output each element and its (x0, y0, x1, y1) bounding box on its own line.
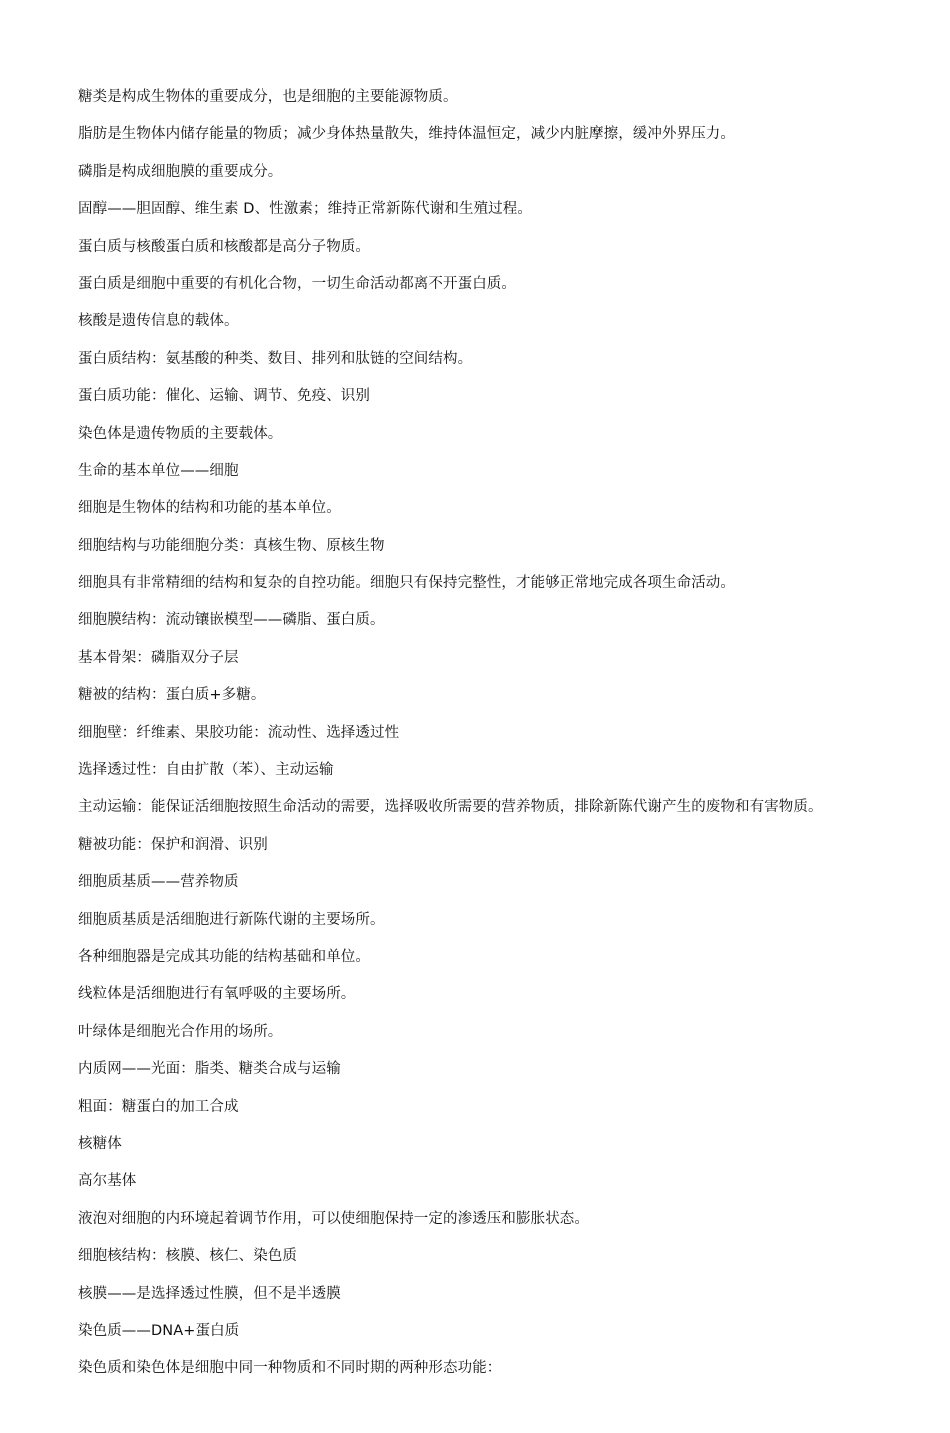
text-line: 核酸是遗传信息的载体。 (78, 313, 239, 330)
text-line: 细胞膜结构：流动镶嵌模型——磷脂、蛋白质。 (78, 612, 385, 629)
text-line: 粗面：糖蛋白的加工合成 (78, 1098, 239, 1115)
text-line: 细胞结构与功能细胞分类：真核生物、原核生物 (78, 537, 385, 554)
text-line: 主动运输：能保证活细胞按照生命活动的需要，选择吸收所需要的营养物质，排除新陈代谢产生的废物和有害物质。 (78, 799, 823, 816)
text-line: 核膜——是选择透过性膜，但不是半透膜 (78, 1285, 341, 1302)
text-line: 糖被功能：保护和润滑、识别 (78, 836, 268, 853)
text-line: 高尔基体 (78, 1173, 137, 1190)
text-line: 线粒体是活细胞进行有氧呼吸的主要场所。 (78, 986, 356, 1003)
text-line: 基本骨架：磷脂双分子层 (78, 649, 239, 666)
text-line: 细胞是生物体的结构和功能的基本单位。 (78, 500, 341, 517)
text-line: 选择透过性：自由扩散（苯）、主动运输 (78, 762, 334, 779)
text-line: 内质网——光面：脂类、糖类合成与运输 (78, 1061, 341, 1078)
text-line: 糖类是构成生物体的重要成分，也是细胞的主要能源物质。 (78, 89, 458, 105)
text-line: 染色质——DNA+蛋白质 (78, 1322, 240, 1339)
text-line: 蛋白质是细胞中重要的有机化合物，一切生命活动都离不开蛋白质。 (78, 275, 516, 292)
text-line: 染色体是遗传物质的主要载体。 (78, 425, 283, 442)
text-line: 叶绿体是细胞光合作用的场所。 (78, 1023, 283, 1040)
text-line: 核糖体 (78, 1135, 122, 1152)
text-line: 细胞质基质是活细胞进行新陈代谢的主要场所。 (78, 911, 385, 928)
text-line: 染色质和染色体是细胞中同一种物质和不同时期的两种形态功能： (78, 1360, 502, 1377)
text-line: 细胞具有非常精细的结构和复杂的自控功能。细胞只有保持完整性，才能够正常地完成各项生命活动。 (78, 575, 735, 592)
text-line: 磷脂是构成细胞膜的重要成分。 (78, 163, 283, 180)
text-line: 细胞质基质——营养物质 (78, 874, 239, 891)
text-line: 细胞核结构：核膜、核仁、染色质 (78, 1248, 297, 1265)
document-body (78, 86, 938, 1395)
text-line: 固醇——胆固醇、维生素 D、性激素；维持正常新陈代谢和生殖过程。 (78, 201, 532, 218)
text-line: 蛋白质结构：氨基酸的种类、数目、排列和肽链的空间结构。 (78, 350, 473, 367)
text-line: 液泡对细胞的内环境起着调节作用，可以使细胞保持一定的渗透压和膨胀状态。 (78, 1210, 589, 1227)
text-line: 脂肪是生物体内储存能量的物质；减少身体热量散失，维持体温恒定，减少内脏摩擦，缓冲外界压力。 (78, 126, 735, 143)
text-line: 糖被的结构：蛋白质+多糖。 (78, 687, 266, 704)
text-line: 蛋白质与核酸蛋白质和核酸都是高分子物质。 (78, 238, 370, 255)
text-line: 生命的基本单位——细胞 (78, 462, 239, 479)
text-line: 细胞壁：纤维素、果胶功能：流动性、选择透过性 (78, 724, 400, 741)
text-line: 蛋白质功能：催化、运输、调节、免疫、识别 (78, 388, 370, 405)
text-line: 各种细胞器是完成其功能的结构基础和单位。 (78, 948, 370, 965)
